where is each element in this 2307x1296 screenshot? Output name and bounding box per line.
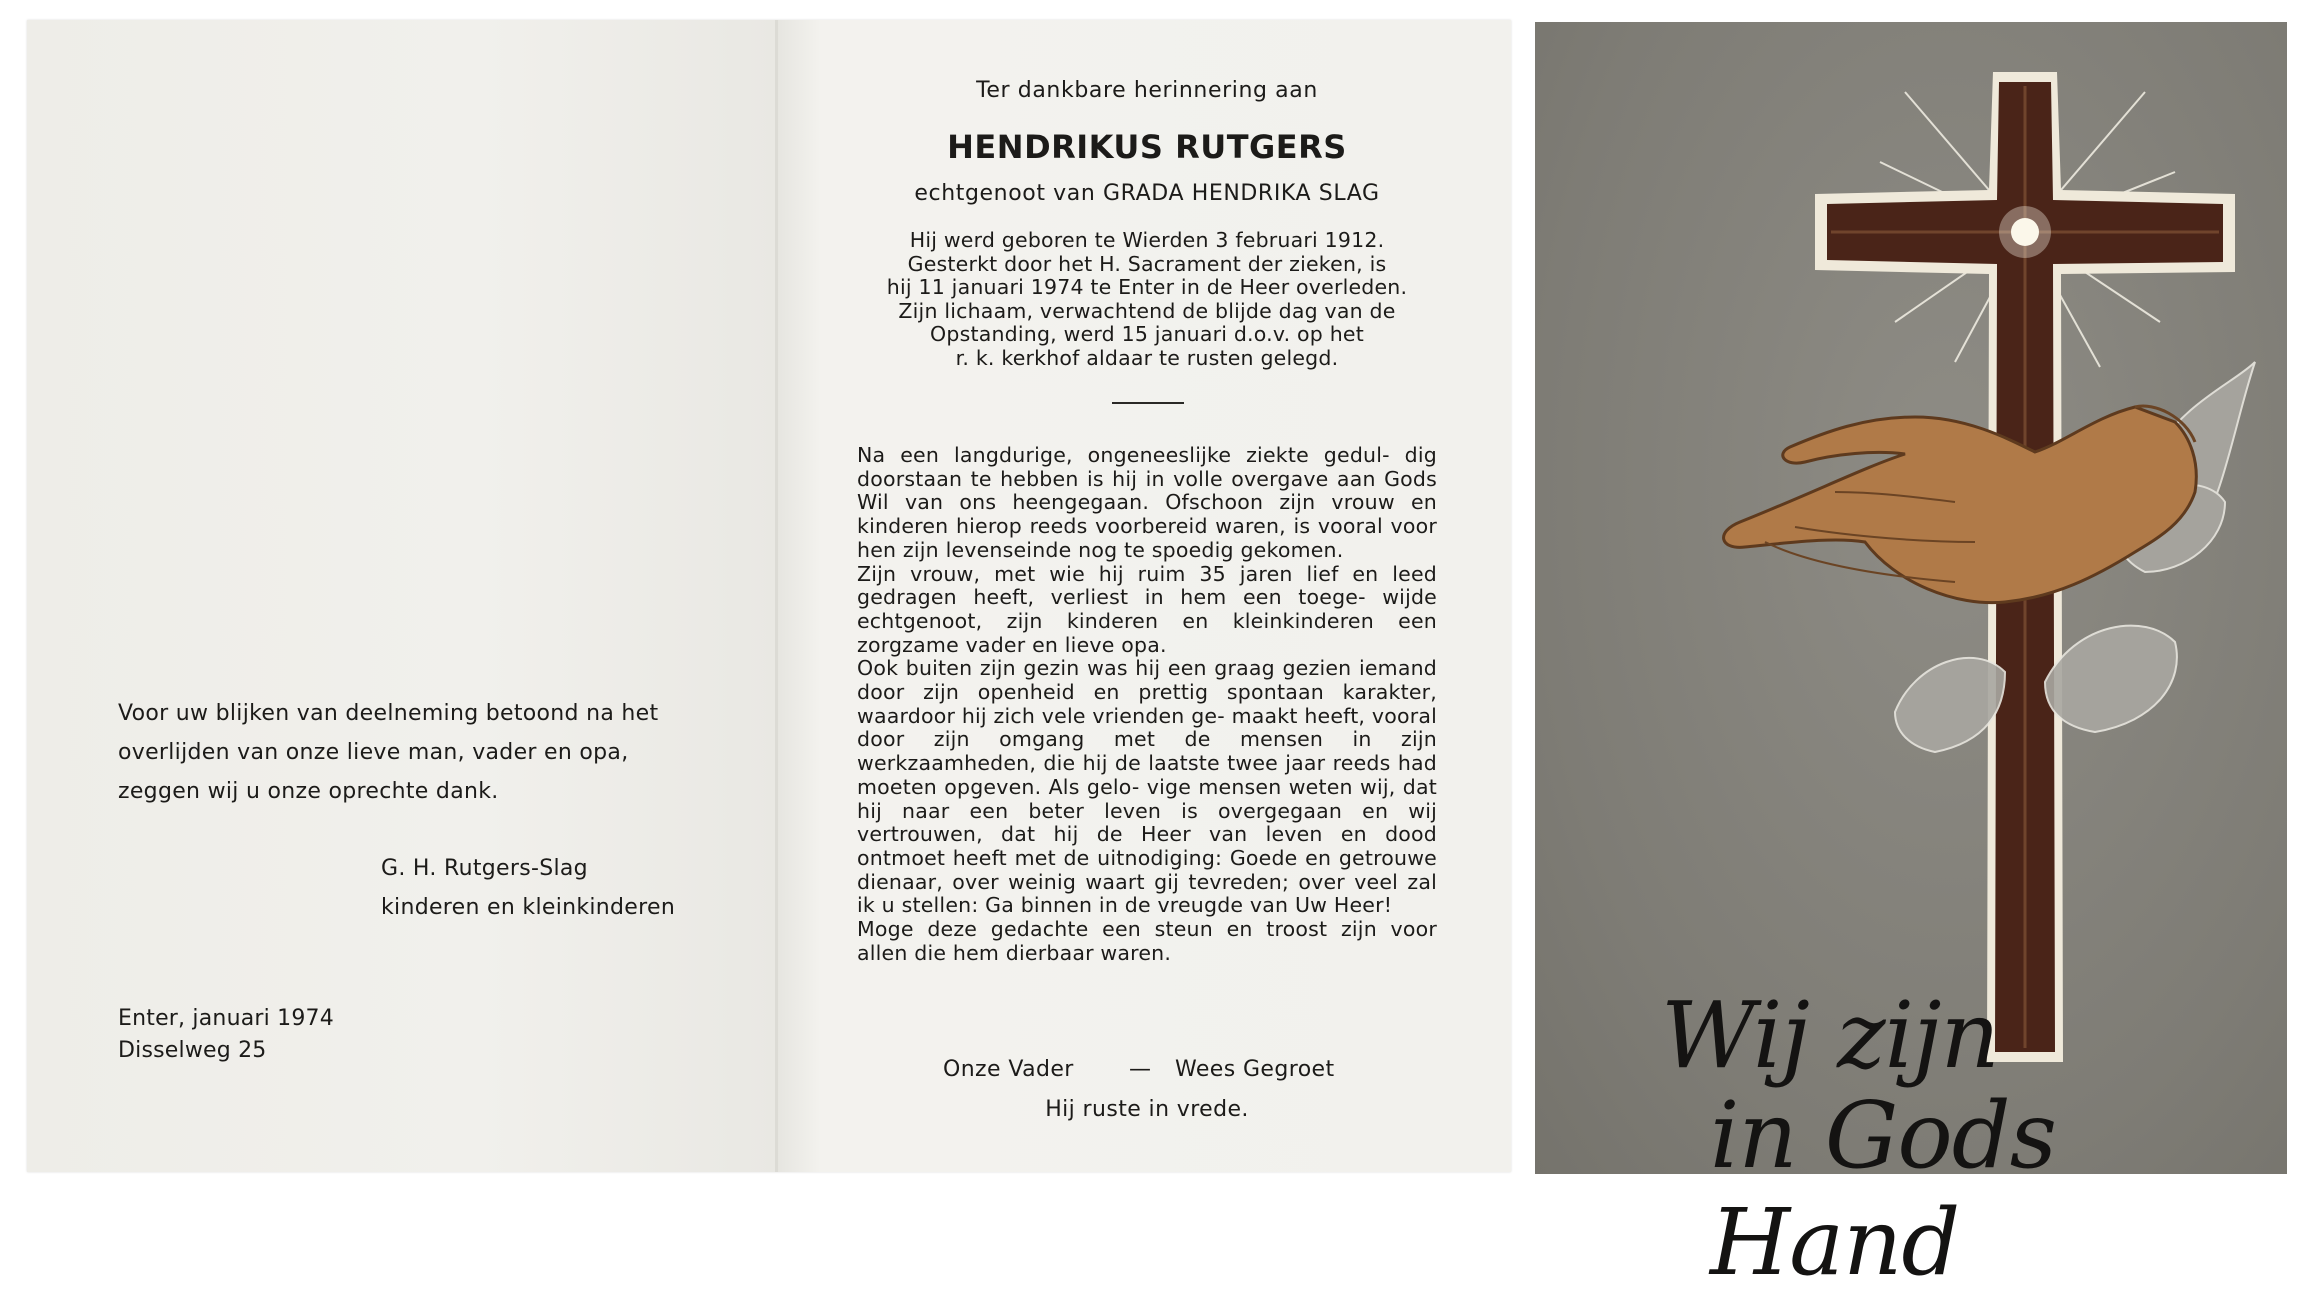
- bio-line: Hij werd geboren te Wierden 3 februari 1912.: [909, 228, 1385, 252]
- spouse-line: [857, 181, 1437, 206]
- memorial-paragraph: Zijn vrouw, met wie hij ruim 35 jaren lief en leed gedragen heeft, verliest in hem een toege- wijde echtgenoot, zijn kinderen en kleinkinderen een zorgzame vader en lieve opa.: [857, 561, 1437, 657]
- holy-card: [1535, 22, 2287, 1296]
- bio-line: Zijn lichaam, verwachtend de blijde dag van de: [898, 298, 1396, 323]
- thanks-line: overlijden van onze lieve man, vader en opa,: [118, 740, 629, 765]
- memorial-paragraph: Na een langdurige, ongeneeslijke ziekte gedul- dig doorstaan te hebben is hij in volle overgave aan Gods Wil van ons heengegaan. Ofschoon zijn vrouw en kinderen hierop reeds voorbereid waren, is vooral voor hen zijn levenseinde nog te spoedig gekomen.: [857, 443, 1437, 562]
- deceased-name: HENDRIKUS RUTGERS: [947, 128, 1347, 166]
- prayer-hail-mary: Wees Gegroet: [1175, 1057, 1335, 1082]
- signer-name: G. H. Rutgers-Slag: [381, 856, 588, 881]
- spouse-prefix: echtgenoot van: [914, 181, 1096, 206]
- memorial-text: [857, 444, 1437, 965]
- script-line-1: Wij zijn: [1661, 982, 1999, 1089]
- left-panel: [27, 20, 777, 1172]
- place-date: Enter, januari 1974: [118, 1006, 334, 1031]
- intro-line: Ter dankbare herinnering aan: [976, 78, 1318, 103]
- fold-line: [775, 20, 778, 1172]
- thanks-line: Voor uw blijken van deelneming betoond na het: [118, 701, 659, 726]
- prayer-dash: —: [1129, 1057, 1152, 1082]
- bio-line: Gesterkt door het H. Sacrament der zieken, is: [907, 251, 1387, 276]
- script-line-2: in Gods Hand: [1710, 1082, 2056, 1296]
- open-hand-icon: [1724, 407, 2197, 603]
- biography: [857, 229, 1437, 370]
- closing-line: Hij ruste in vrede.: [1045, 1097, 1249, 1122]
- thanks-line: zeggen wij u onze oprechte dank.: [118, 779, 499, 804]
- bio-line: hij 11 januari 1974 te Enter in de Heer overleden.: [886, 275, 1408, 299]
- bio-line: Opstanding, werd 15 januari d.o.v. op het: [930, 322, 1364, 346]
- memorial-paragraph: Moge deze gedachte een steun en troost zijn voor allen die hem dierbaar waren.: [857, 917, 1437, 965]
- thanks-note: [118, 694, 698, 811]
- memorial-paragraph: Ook buiten zijn gezin was hij een graag gezien iemand door zijn openheid en prettig spontaan karakter, waardoor hij zich vele vrienden ge- maakt heeft, vooral door zijn omgang met de mensen in zijn werkzaamheden, die hij de laatste twee jaar reeds had moeten opgeven. Als gelo- vige mensen weten wij, dat hij naar een beter leven is overgegaan en wij vertrouwen, dat hij de Heer van leven en dood ontmoet heeft met de uitnodiging: Goede en getrouwe dienaar, over weinig waart gij tevreden; over veel zal ik u stellen: Ga binnen in de vreugde van Uw Heer!: [857, 656, 1437, 918]
- signer-family: kinderen en kleinkinderen: [381, 895, 676, 920]
- spouse-name: GRADA HENDRIKA SLAG: [1103, 181, 1380, 206]
- divider-rule: [1112, 402, 1184, 404]
- prayer-our-father: Onze Vader: [943, 1057, 1074, 1082]
- bio-line: r. k. kerkhof aldaar te rusten gelegd.: [955, 345, 1339, 370]
- address: Disselweg 25: [118, 1038, 267, 1063]
